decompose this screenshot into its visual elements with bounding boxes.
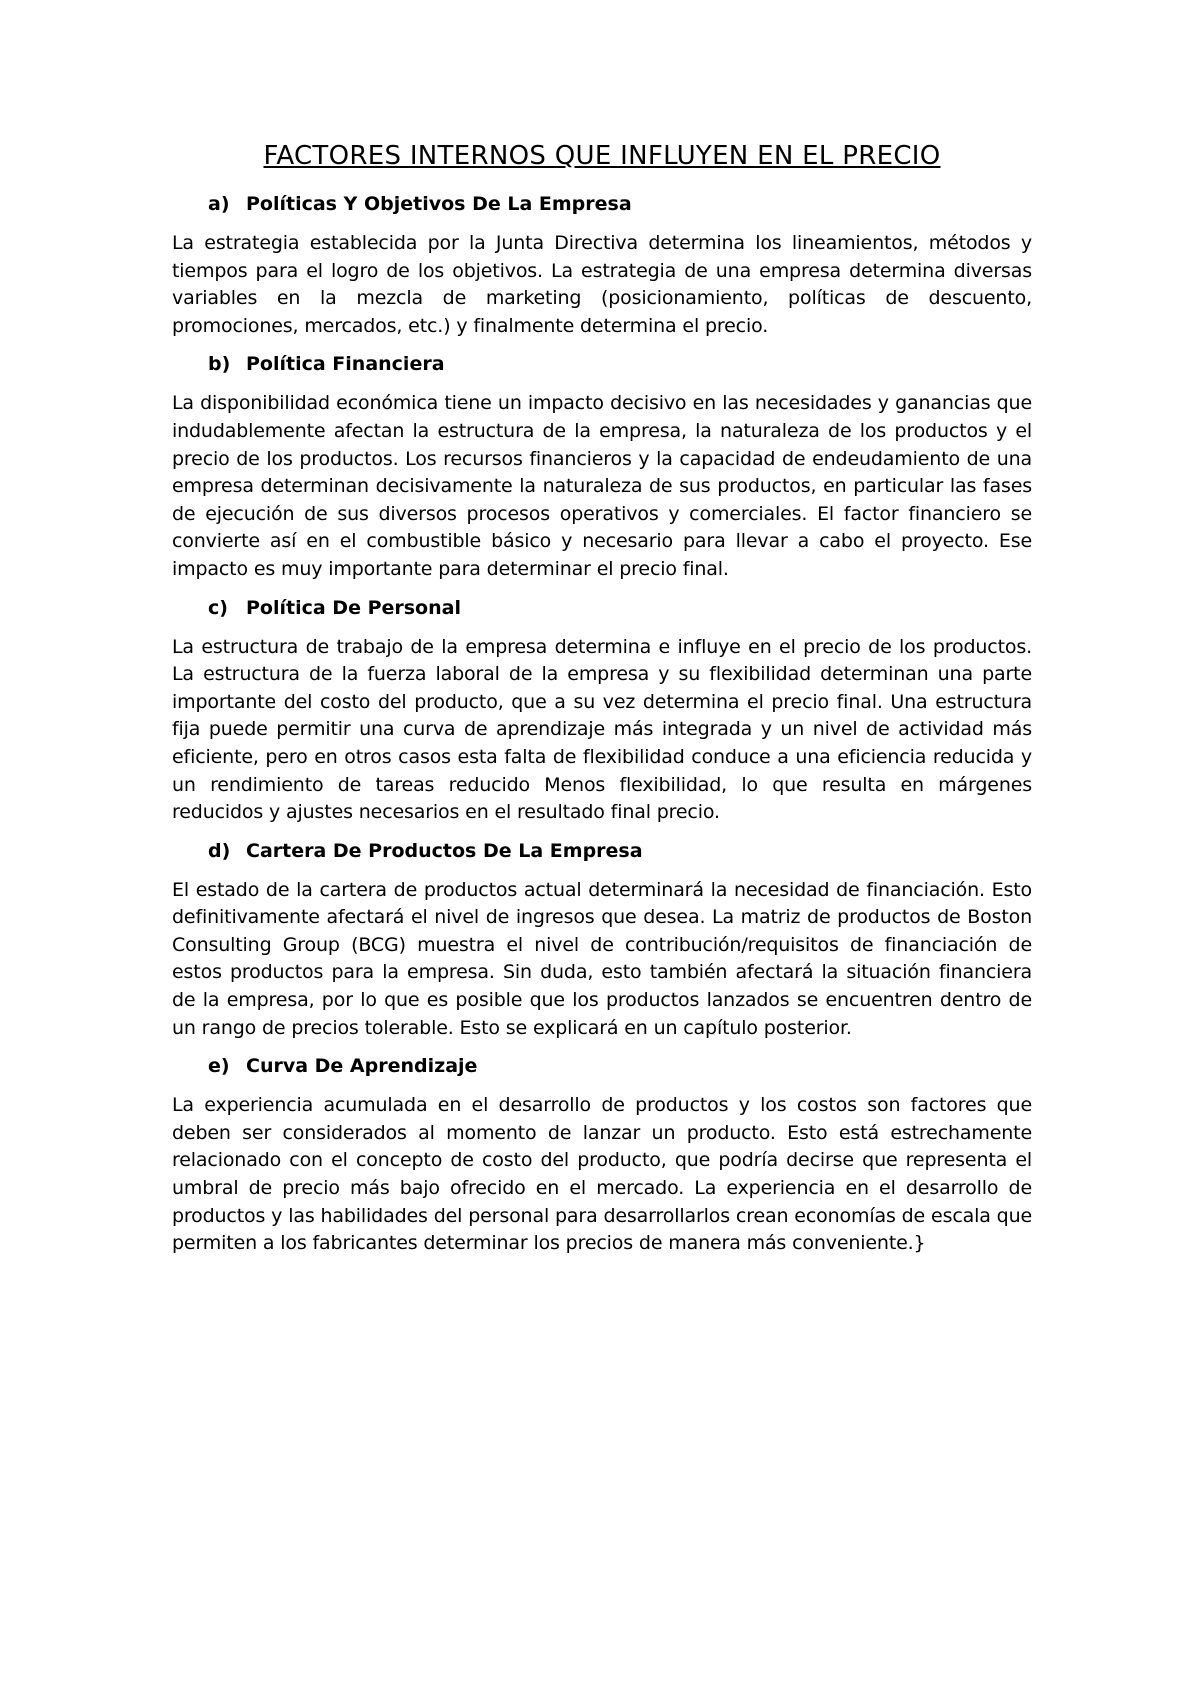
section-heading-text: Política Financiera [246, 353, 445, 376]
section-paragraph: La estrategia establecida por la Junta Directiva determina los lineamientos, métodos y tiempos para el logro de los objetivos. La estrategia de una empresa determina diversas variables en la mezcla de marketing (posicionamiento, políticas de descuento, promociones, mercados, etc.) y finalmente determina el precio. [172, 232, 1032, 337]
section-paragraph: El estado de la cartera de productos actual determinará la necesidad de financiación. Esto definitivamente afectará el nivel de ingresos que desea. La matriz de productos de Boston Consulting Group (BCG) muestra el nivel de contribución/requisitos de financiación de estos productos para la empresa. Sin duda, esto también afectará la situación financiera de la empresa, por lo que es posible que los productos lanzados se encuentren dentro de un rango de precios tolerable. Esto se explicará en un capítulo posterior. [172, 878, 1032, 1039]
section-c [172, 596, 1032, 827]
section-heading-text: Curva De Aprendizaje [246, 1055, 478, 1078]
section-letter: a) [208, 193, 230, 215]
section-heading-text: Cartera De Productos De La Empresa [246, 839, 643, 862]
section-letter: e) [208, 1055, 230, 1078]
section-paragraph: La experiencia acumulada en el desarrollo de productos y los costos son factores que deben ser considerados al momento de lanzar un producto. Esto está estrechamente relacionado con el concepto de costo del producto, que podría decirse que representa el umbral de precio más bajo ofrecido en el mercado. La experiencia en el desarrollo de productos y las habilidades del personal para desarrollarlos crean economías de escala que permiten a los fabricantes determinar los precios de manera más conveniente.} [172, 1094, 1032, 1255]
section-paragraph: La estructura de trabajo de la empresa determina e influye en el precio de los productos. La estructura de la fuerza laboral de la empresa y su flexibilidad determinan una parte importante del costo del producto, que a su vez determina el precio final. Una estructura fija puede permitir una curva de aprendizaje más integrada y un nivel de actividad más eficiente, pero en otros casos esta falta de flexibilidad conduce a una eficiencia reducida y un rendimiento de tareas reducido Menos flexibilidad, lo que resulta en márgenes reducidos y ajustes necesarios en el resultado final precio. [172, 635, 1032, 824]
section-letter: c) [208, 596, 228, 619]
section-letter: d) [208, 839, 231, 862]
section-b [172, 352, 1032, 583]
section-heading [208, 839, 1032, 863]
section-heading [208, 596, 1032, 620]
document-title: FACTORES INTERNOS QUE INFLUYEN EN EL PRECIO [263, 141, 941, 171]
section-letter: b) [208, 353, 231, 376]
section-heading-text: Política De Personal [246, 596, 461, 619]
section-paragraph: La disponibilidad económica tiene un impacto decisivo en las necesidades y ganancias que indudablemente afectan la estructura de la empresa, la naturaleza de los productos y el precio de los productos. Los recursos financieros y la capacidad de endeudamiento de una empresa determinan decisivamente la naturaleza de sus productos, en particular las fases de ejecución de sus diversos procesos operativos y comerciales. El factor financiero se convierte así en el combustible básico y necesario para llevar a cabo el proyecto. Ese impacto es muy importante para determinar el precio final. [172, 392, 1032, 580]
section-heading [208, 192, 1032, 216]
section-heading [208, 1054, 1032, 1078]
section-a [172, 192, 1032, 340]
document-page [172, 138, 1032, 1270]
section-e [172, 1054, 1032, 1258]
section-d [172, 839, 1032, 1043]
section-heading-text: Políticas Y Objetivos De La Empresa [246, 193, 632, 215]
section-heading [208, 352, 1032, 376]
